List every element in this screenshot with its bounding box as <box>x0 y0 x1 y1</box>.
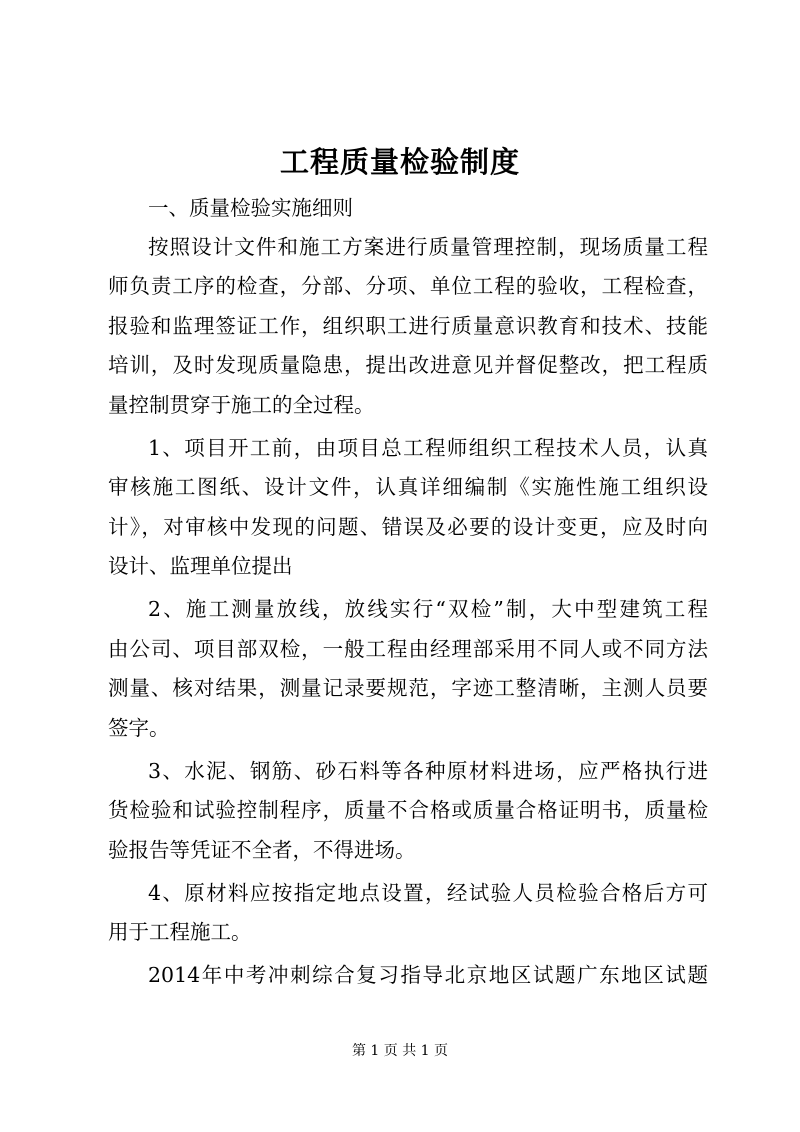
paragraph-3-line-3: 测量、核对结果，测量记录要规范，字迹工整清晰，主测人员要 <box>108 676 708 700</box>
paragraph-6-line-1: 2014年中考冲刺综合复习指导北京地区试题广东地区试题 <box>148 963 708 987</box>
paragraph-1-line-5: 量控制贯穿于施工的全过程。 <box>108 393 375 417</box>
paragraph-3-line-4: 签字。 <box>108 716 170 740</box>
paragraph-5-line-2: 用于工程施工。 <box>108 920 252 944</box>
page-footer: 第 1 页 共 1 页 <box>351 1043 449 1059</box>
paragraph-4-line-2: 货检验和试验控制程序，质量不合格或质量合格证明书，质量检 <box>108 798 708 822</box>
paragraph-1-line-4: 培训，及时发现质量隐患，提出改进意见并督促整改，把工程质 <box>108 353 708 377</box>
paragraph-3-line-2: 由公司、项目部双检，一般工程由经理部采用不同人或不同方法 <box>108 637 708 661</box>
paragraph-3-line-1: 2、施工测量放线，放线实行“双检”制，大中型建筑工程 <box>148 597 708 621</box>
paragraph-4-line-1: 3、水泥、钢筋、砂石料等各种原材料进场，应严格执行进 <box>148 759 708 783</box>
paragraph-5-line-1: 4、原材料应按指定地点设置，经试验人员检验合格后方可 <box>148 881 708 905</box>
paragraph-2-line-2: 审核施工图纸、设计文件，认真详细编制《实施性施工组织设 <box>108 475 708 499</box>
section-heading: 一、质量检验实施细则 <box>148 196 353 220</box>
document-title: 工程质量检验制度 <box>279 145 520 179</box>
paragraph-1-line-1: 按照设计文件和施工方案进行质量管理控制，现场质量工程 <box>148 235 708 259</box>
paragraph-2-line-3: 计》，对审核中发现的问题、错误及必要的设计变更，应及时向 <box>108 515 708 539</box>
paragraph-2-line-4: 设计、监理单位提出 <box>108 554 293 578</box>
paragraph-1-line-3: 报验和监理签证工作，组织职工进行质量意识教育和技术、技能 <box>108 314 708 338</box>
paragraph-1-line-2: 师负责工序的检查，分部、分项、单位工程的验收，工程检查， <box>108 274 708 298</box>
paragraph-2-line-1: 1、项目开工前，由项目总工程师组织工程技术人员，认真 <box>148 436 708 460</box>
paragraph-4-line-3: 验报告等凭证不全者，不得进场。 <box>108 838 416 862</box>
